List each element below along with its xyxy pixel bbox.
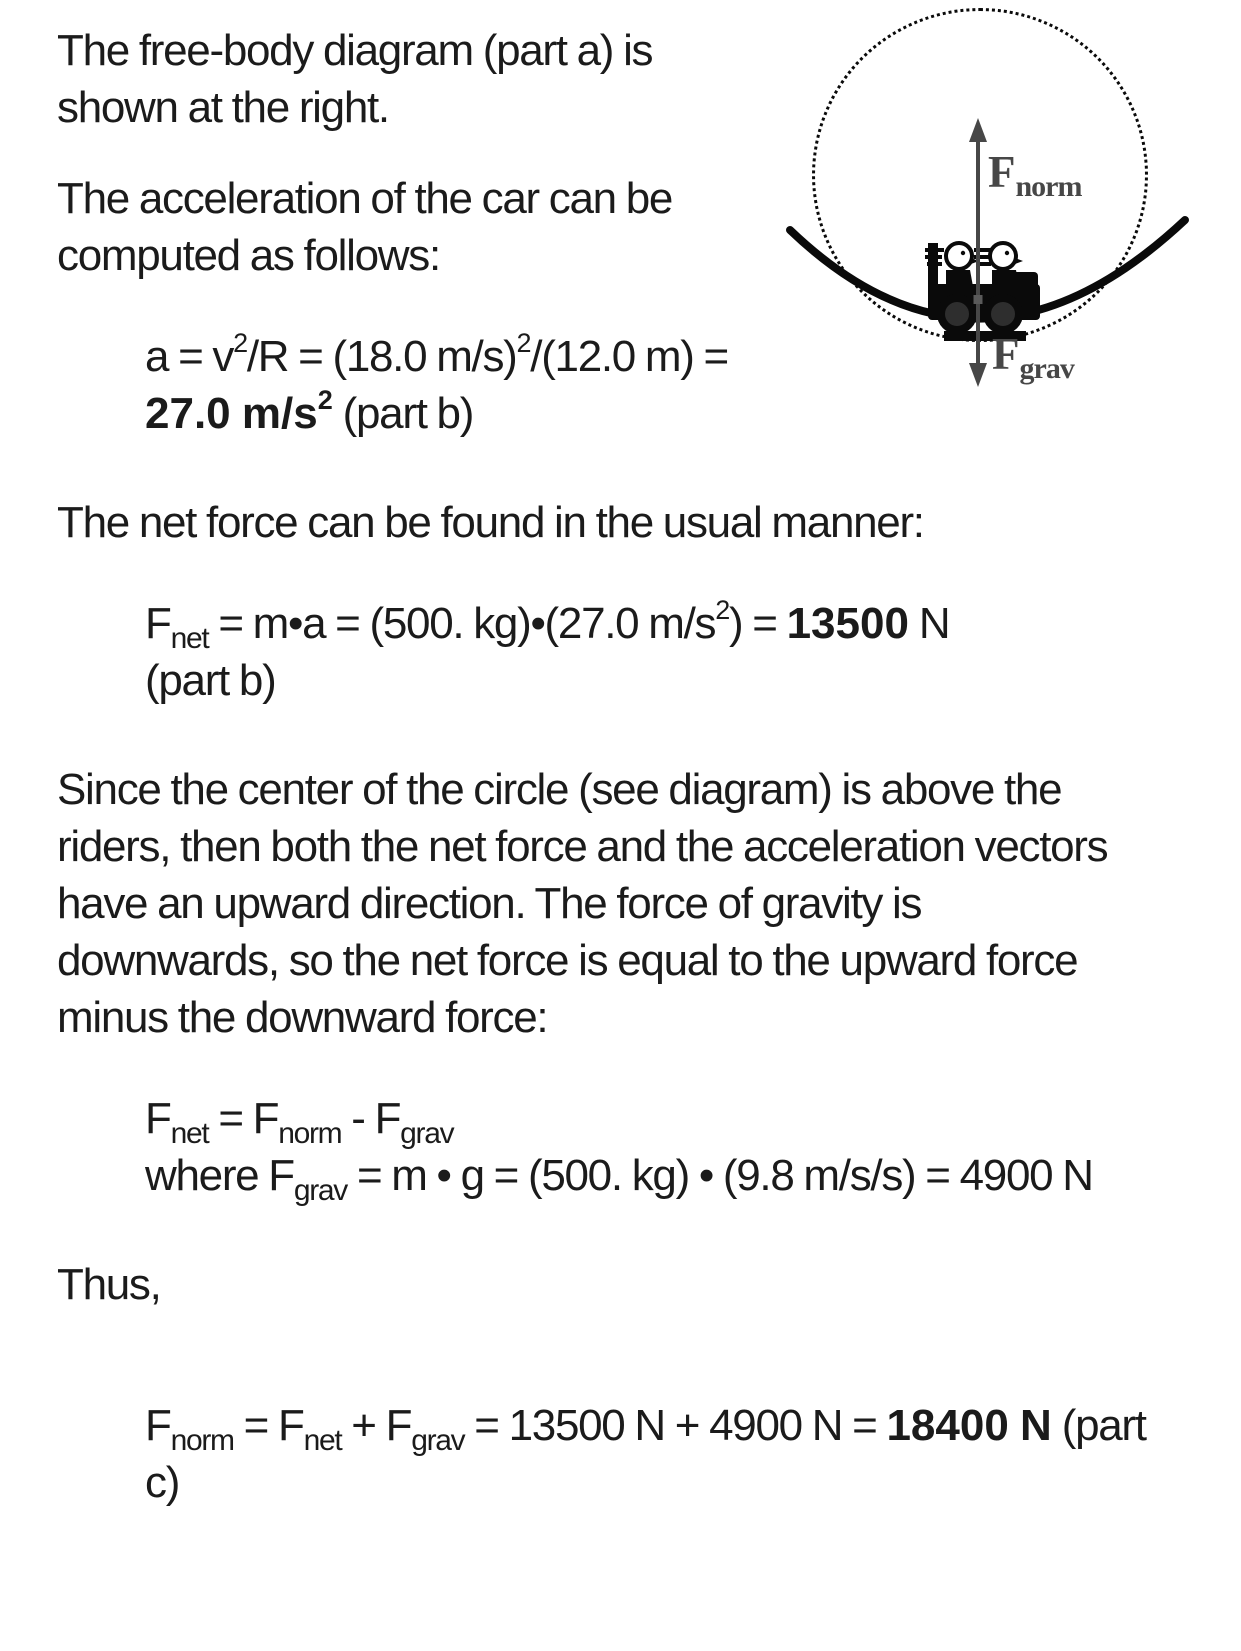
fnorm-symbol: F [988, 147, 1016, 197]
paragraph-free-body-intro: The free-body diagram (part a) is shown at the right. [57, 26, 653, 132]
equation-net-force: $F_{net}$ = m•a = (500. kg)•(27.0 $m/s^2) = 13500$ N (part b) [145, 595, 950, 705]
fgrav-symbol: F [992, 329, 1020, 379]
paragraph-thus: Thus, [57, 1260, 161, 1309]
equation-fnorm-result: $F_{norm} = F_{net} + F_{grav} = 13500$ N + 4900 N = 18400 N (part c) [145, 1401, 1146, 1507]
equation-acceleration: $a = v^2/R = (18.0$ m/s)$^2$/(12.0 m) = 27.0 $m/s^2$ (part b) [145, 328, 728, 438]
equation-force-relation: $F_{net} = F_{norm} - F_{grav}$ where $F_{grav} = m$ • g = (500. kg) • (9.8 m/s/s) = 4900 N [145, 1094, 1093, 1207]
fgrav-subscript: grav [1019, 352, 1074, 385]
paragraph-net-force-intro: The net force can be found in the usual manner: [57, 498, 924, 547]
paragraph-direction-explanation: Since the center of the circle (see diagram) is above the riders, then both the net force and the acceleration vectors have an upward direction. The force of gravity is downwards, so the net force is equal to the upward force minus the downward force: [57, 765, 1108, 1042]
fnorm-subscript: norm [1015, 170, 1082, 203]
paragraph-acceleration-intro: The acceleration of the car can be computed as follows: [57, 174, 673, 280]
